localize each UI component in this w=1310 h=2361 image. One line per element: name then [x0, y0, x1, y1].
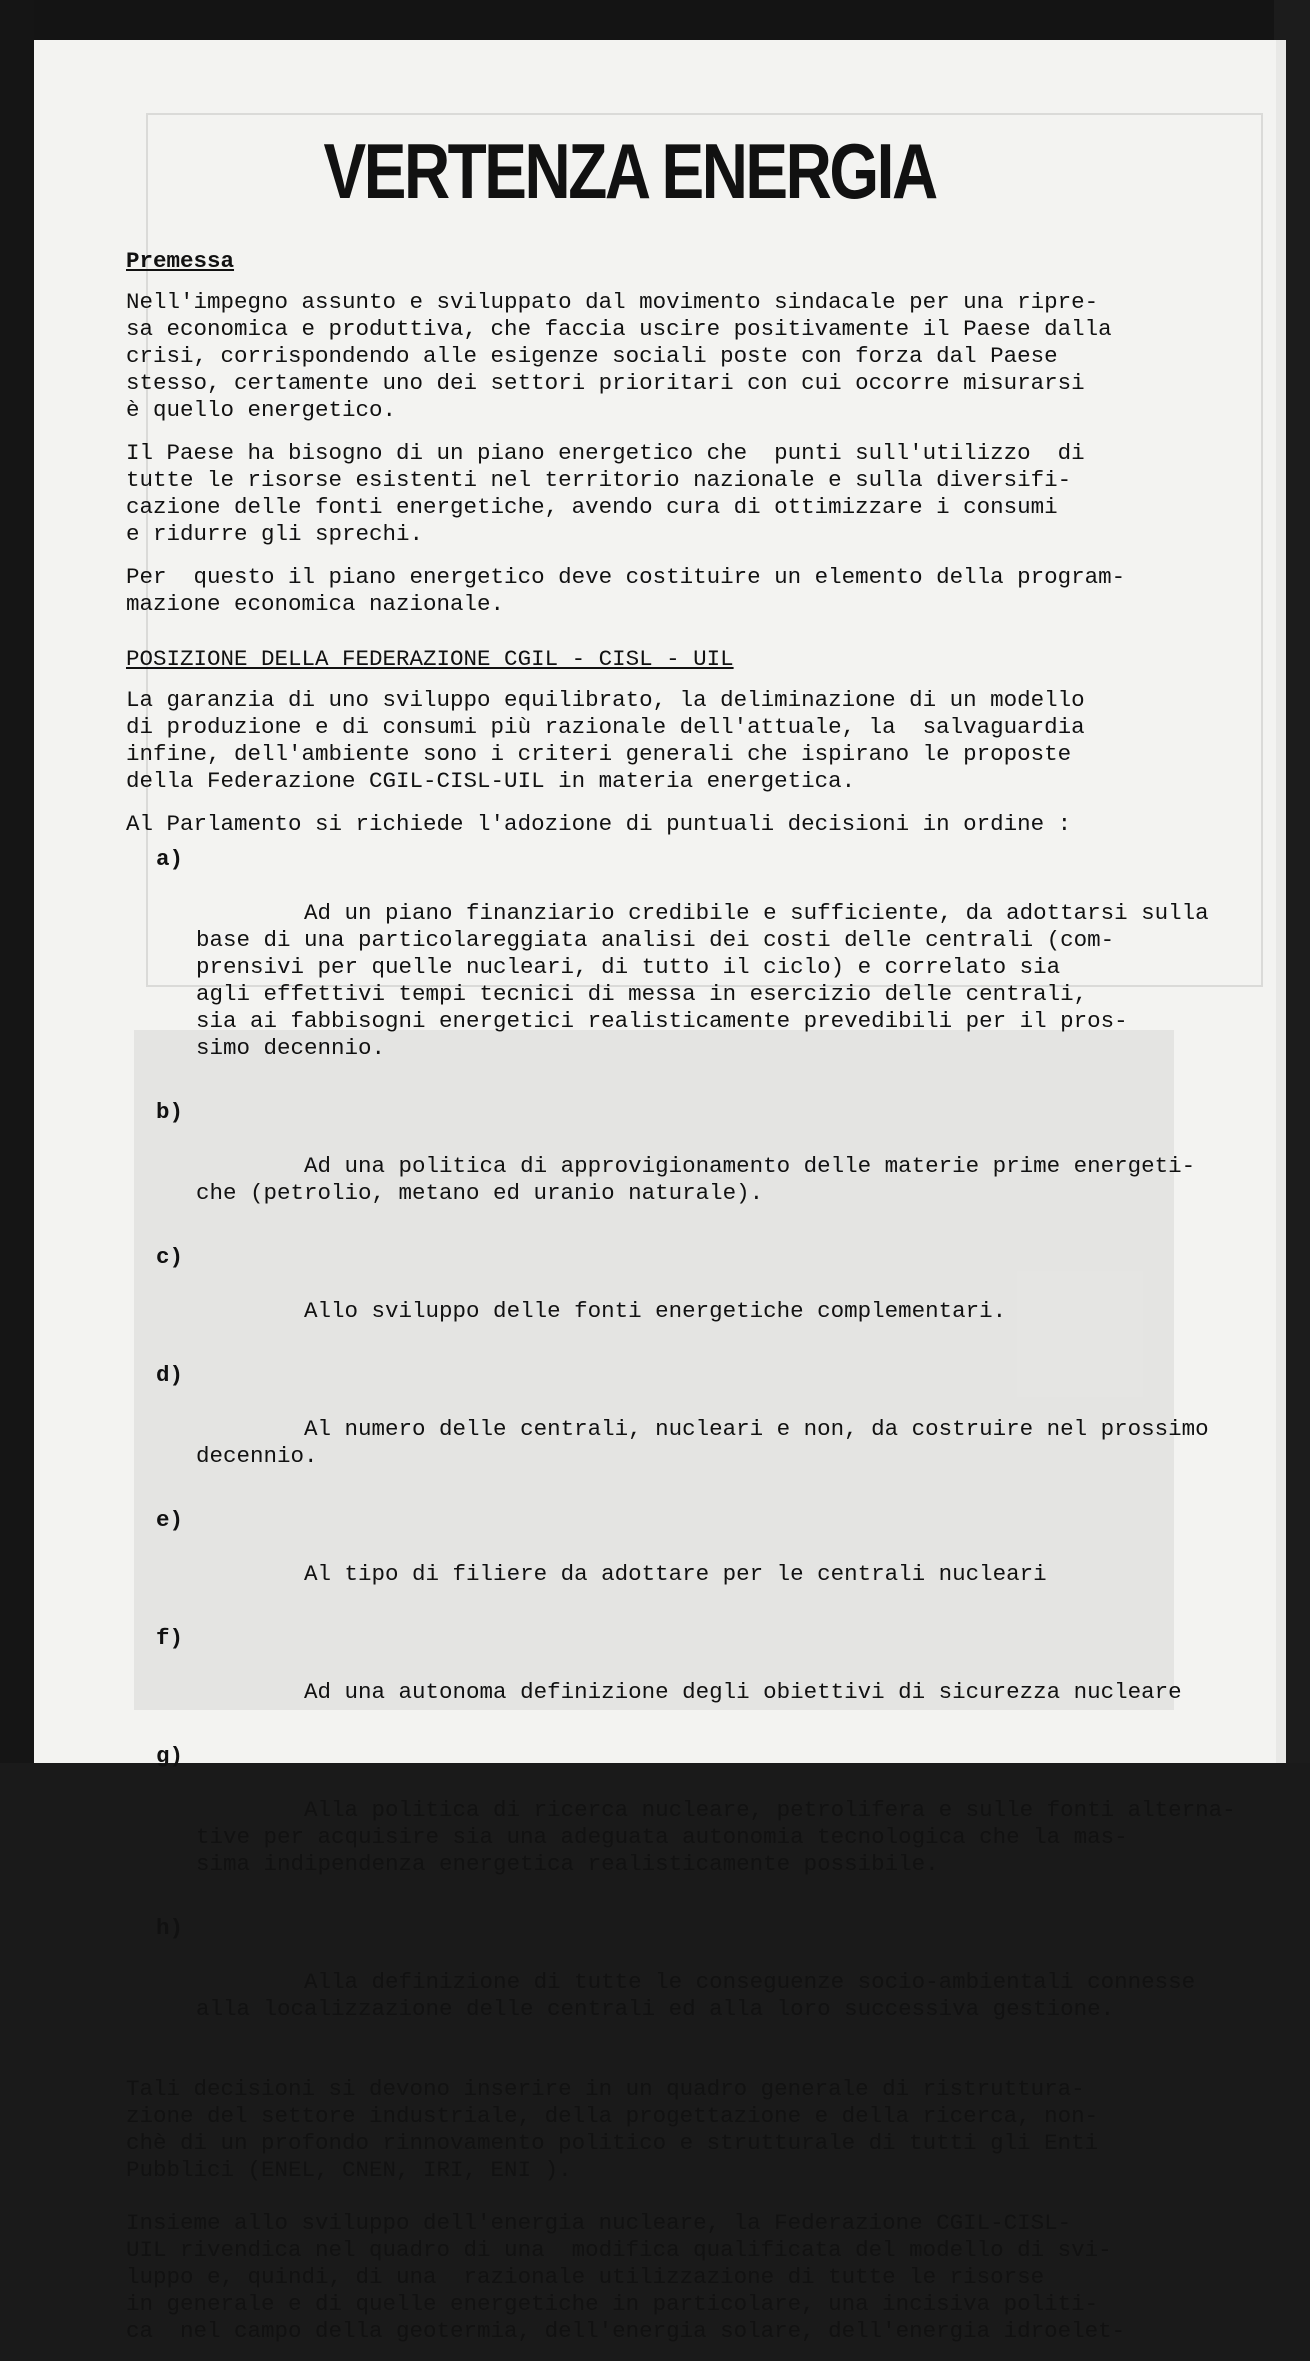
scan-border-left [0, 0, 34, 1763]
list-item [126, 1244, 1266, 1352]
list-item [126, 1099, 1266, 1234]
list-item [126, 846, 1266, 1089]
list-letter: e) [156, 1507, 184, 1533]
list-letter: a) [156, 846, 184, 872]
list-item [126, 1507, 1266, 1615]
paragraph: Insieme allo sviluppo dell'energia nucleare, la Federazione CGIL-CISL- UIL rivendica nel quadro di una modifica qualificata del modello di svi- luppo e, quindi, di una razionale utilizzazione di tutte le risorse in generale e di quelle energetiche in particolare, una incisiva politi- ca nel campo della geotermia, dell'energia solare, dell'energia idroelet- [126, 2210, 1126, 2344]
list-item-text: Alla definizione di tutte le conseguenze socio-ambientali connesse alla localizzazione delle centrali ed alla loro successiva gestione. [196, 1969, 1196, 2022]
list-letter: b) [156, 1099, 184, 1125]
document-page [34, 40, 1276, 2344]
section-heading-premessa: Premessa [126, 248, 235, 274]
paragraph: Il Paese ha bisogno di un piano energetico che punti sull'utilizzo di tutte le risorse esistenti nel territorio nazionale e sulla diversifi- cazione delle fonti energetiche, avendo cura di ottimizzare i consumi e ridurre gli sprechi. [126, 440, 1085, 547]
list-letter: g) [156, 1743, 184, 1769]
list-letter: h) [156, 1915, 184, 1941]
list-item-text: Al numero delle centrali, nucleari e non, da costruire nel prossimo decennio. [196, 1416, 1209, 1469]
list-item-text: Ad una politica di approvigionamento delle materie prime energeti- che (petrolio, metano ed uranio naturale). [196, 1153, 1196, 1206]
page-title: VERTENZA ENERGIA [323, 127, 936, 215]
scan-border-top [0, 0, 1310, 40]
list-item-text: Ad una autonoma definizione degli obiettivi di sicurezza nucleare [304, 1679, 1182, 1705]
list-item [126, 1743, 1266, 1905]
list-letter: d) [156, 1362, 184, 1388]
list-item-text: Alla politica di ricerca nucleare, petrolifera e sulle fonti alterna- tive per acquisire sia una adeguata autonomia tecnologica che la mas- sima indipendenza energetica realisticamente possibile. [196, 1797, 1236, 1877]
decisions-list [126, 846, 1266, 2050]
list-item-text: Ad un piano finanziario credibile e sufficiente, da adottarsi sulla base di una particolareggiata analisi dei costi delle centrali (com- prensivi per quelle nucleari, di tutto il ciclo) e correlato sia agli effettivi tempi tecnici di messa in esercizio delle centrali, sia ai fabbisogni energetici realisticamente prevedibili per il pros- simo decennio. [196, 900, 1209, 1061]
paragraph: Per questo il piano energetico deve costituire un elemento della program- mazione economica nazionale. [126, 564, 1126, 617]
paragraph: La garanzia di uno sviluppo equilibrato, la deliminazione di un modello di produzione e di consumi più razionale dell'attuale, la salvaguardia infine, dell'ambiente sono i criteri generali che ispirano le proposte della Federazione CGIL-CISL-UIL in materia energetica. [126, 687, 1085, 794]
list-item-text: Allo sviluppo delle fonti energetiche complementari. [304, 1298, 1007, 1324]
list-letter: f) [156, 1625, 184, 1651]
list-letter: c) [156, 1244, 184, 1270]
list-item [126, 1915, 1266, 2050]
paragraph: Nell'impegno assunto e sviluppato dal movimento sindacale per una ripre- sa economica e produttiva, che faccia uscire positivamente il Paese dalla crisi, corrispondendo alle esigenze sociali poste con forza dal Paese stesso, certamente uno dei settori prioritari con cui occorre misurarsi è quello energetico. [126, 289, 1112, 423]
next-page-edge [1276, 40, 1286, 1763]
list-item-text: Al tipo di filiere da adottare per le centrali nucleari [304, 1561, 1047, 1587]
document-body [126, 248, 1266, 2361]
list-item [126, 1625, 1266, 1733]
section-heading-posizione: POSIZIONE DELLA FEDERAZIONE CGIL - CISL - UIL [126, 646, 734, 672]
paragraph: Al Parlamento si richiede l'adozione di puntuali decisioni in ordine : [126, 811, 1072, 837]
paragraph: Tali decisioni si devono inserire in un quadro generale di ristruttura- zione del settore industriale, della progettazione e della ricerca, non- chè di un profondo rinnovamento politico e strutturale di tutti gli Enti Pubblici (ENEL, CNEN, IRI, ENI ). [126, 2076, 1099, 2183]
list-item [126, 1362, 1266, 1497]
